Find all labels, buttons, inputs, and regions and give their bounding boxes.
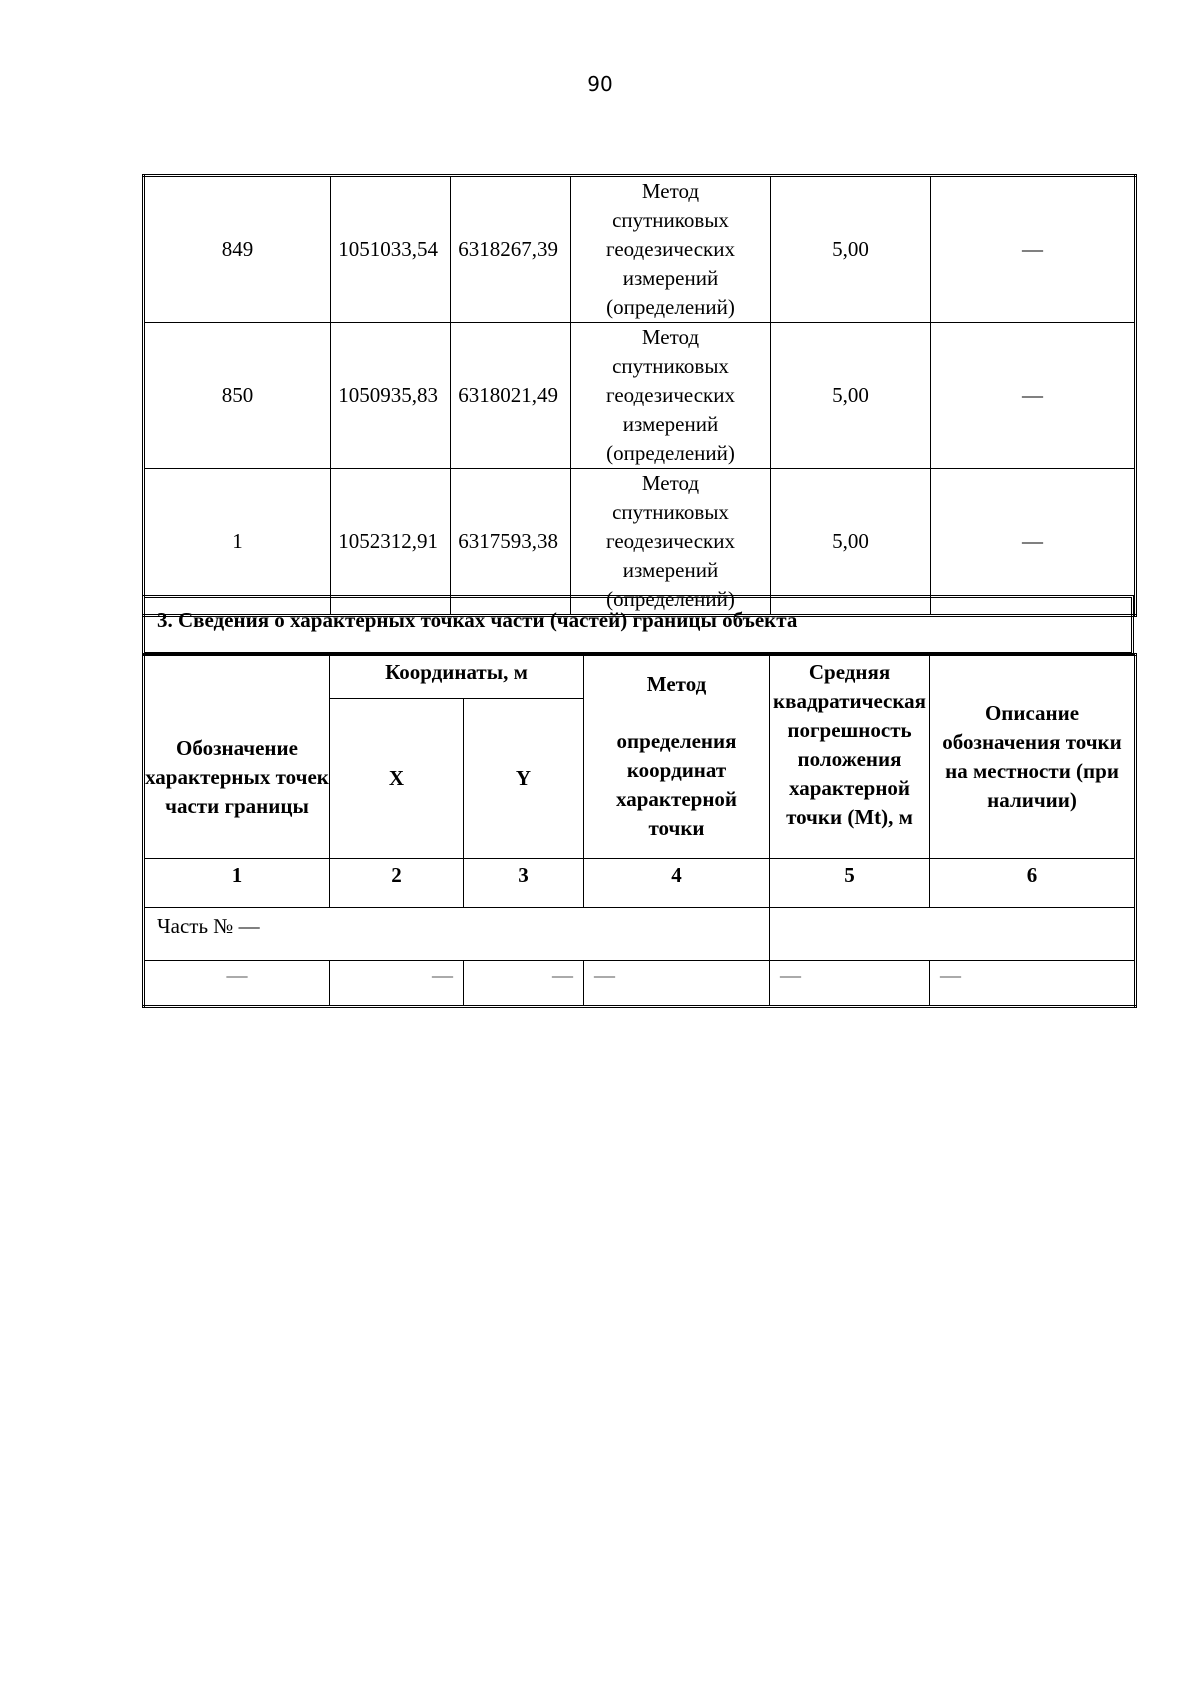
column-number: 5: [770, 859, 930, 908]
empty-value-cell: —: [770, 961, 930, 1007]
accuracy-cell: 5,00: [771, 323, 931, 469]
empty-value-cell: —: [584, 961, 770, 1007]
coord-row: [144, 176, 1136, 323]
point-cell: 849: [144, 176, 331, 323]
accuracy-cell: 5,00: [771, 469, 931, 616]
header-coordinates-text: Координаты, м: [385, 660, 528, 684]
y-cell: 6318021,49: [451, 323, 571, 469]
part-label: Часть № —: [157, 914, 260, 938]
point-cell: 1: [144, 469, 331, 616]
x-cell: 1050935,83: [331, 323, 451, 469]
empty-value-cell: —: [330, 961, 464, 1007]
method-cell: Метод спутниковых геодезических измерений (определений): [571, 469, 771, 616]
description-cell: —: [931, 469, 1136, 616]
header-method-line1: Метод: [646, 672, 707, 696]
section-3-title: 3. Сведения о характерных точках части (частей) границы объекта: [157, 608, 798, 632]
description-cell: —: [931, 176, 1136, 323]
column-number: 2: [330, 859, 464, 908]
column-number: 4: [584, 859, 770, 908]
empty-value-cell: —: [144, 961, 330, 1007]
column-number: 1: [144, 859, 330, 908]
header-x: X: [330, 699, 464, 859]
y-cell: 6318267,39: [451, 176, 571, 323]
description-cell: —: [931, 323, 1136, 469]
header-y: Y: [464, 699, 584, 859]
header-accuracy: [770, 655, 930, 859]
section-3-heading-box: [142, 595, 1134, 655]
header-method: [584, 655, 770, 859]
part-label-cell: [144, 908, 770, 961]
header-coordinates: [330, 655, 584, 699]
empty-value-cell: —: [930, 961, 1136, 1007]
coord-row: [144, 323, 1136, 469]
page-number: 90: [587, 72, 613, 96]
coord-row: [144, 469, 1136, 616]
column-number: 6: [930, 859, 1136, 908]
y-cell: 6317593,38: [451, 469, 571, 616]
empty-value-cell: —: [464, 961, 584, 1007]
x-cell: 1051033,54: [331, 176, 451, 323]
part-points-table: [142, 653, 1137, 1008]
point-cell: 850: [144, 323, 331, 469]
column-number: 3: [464, 859, 584, 908]
header-accuracy-text: Средняя квадратическая погрешность положения характерной точки (Mt), м: [773, 660, 927, 829]
x-cell: 1052312,91: [331, 469, 451, 616]
header-designation-text: Обозначение характерных точек части границы: [145, 735, 329, 818]
header-description-text: Описание обозначения точки на местности (при наличии): [942, 701, 1122, 812]
header-description: [930, 655, 1136, 859]
method-cell: Метод спутниковых геодезических измерений (определений): [571, 323, 771, 469]
part-empty-cell: [770, 908, 1136, 961]
accuracy-cell: 5,00: [771, 176, 931, 323]
header-designation: [144, 655, 330, 859]
coordinates-table: [142, 174, 1137, 617]
header-method-line2: определения координат характерной точки: [616, 729, 738, 840]
method-cell: Метод спутниковых геодезических измерений (определений): [571, 176, 771, 323]
